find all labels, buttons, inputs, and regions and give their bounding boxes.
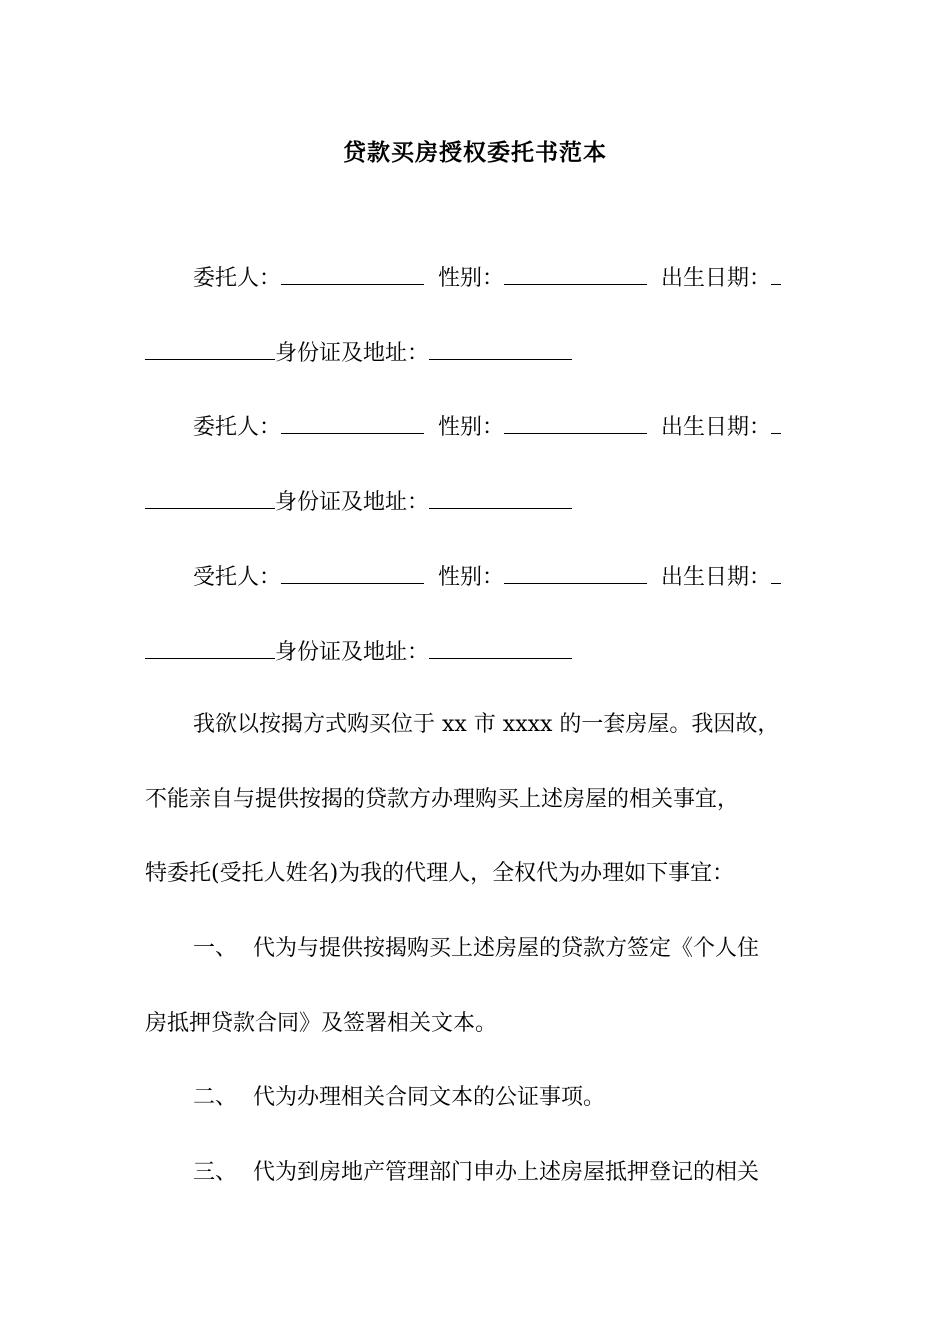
item-3-number: 三、 — [193, 1160, 238, 1185]
party-2-id-label: 身份证及地址： — [275, 490, 430, 515]
item-2-text: 代为办理相关合同文本的公证事项。 — [253, 1085, 606, 1110]
party-2-id-blank — [429, 486, 572, 509]
item-1-number: 一、 — [193, 936, 238, 961]
party-3-gender-blank — [504, 561, 647, 584]
body-line-2: 不能亲自与提供按揭的贷款方办理购买上述房屋的相关事宜， — [145, 787, 740, 812]
party-3-id-blank — [429, 636, 572, 659]
party-1-birth-label: 出生日期： — [661, 266, 772, 291]
party-1-birth-blank-cont — [145, 337, 275, 360]
party-1-birth-blank — [771, 262, 781, 285]
party-2-birth-label: 出生日期： — [661, 415, 772, 440]
body-line-3: 特委托(受托人姓名)为我的代理人，全权代为办理如下事宜： — [145, 861, 735, 886]
party-3-line-1 — [145, 561, 873, 593]
item-3-line-1 — [145, 1158, 873, 1188]
party-2-gender-label: 性别： — [438, 415, 505, 440]
party-1-name-blank — [281, 262, 424, 285]
item-1-text: 代为与提供按揭购买上述房屋的贷款方签定《个人住 — [253, 936, 760, 961]
party-1-id-label: 身份证及地址： — [275, 341, 430, 366]
document-title: 贷款买房授权委托书范本 — [343, 139, 607, 166]
party-3-birth-blank-cont — [145, 636, 275, 659]
party-3-name-blank — [281, 561, 424, 584]
party-1-line-1 — [145, 262, 873, 294]
party-2-name-blank — [281, 411, 424, 434]
item-2-line-1 — [145, 1083, 873, 1113]
party-1-id-blank — [429, 337, 572, 360]
body-line-1: 我欲以按揭方式购买位于 xx 市 xxxx 的一套房屋。我因故， — [193, 712, 780, 737]
party-3-gender-label: 性别： — [438, 565, 505, 590]
party-3-birth-label: 出生日期： — [661, 565, 772, 590]
item-1-line-1 — [145, 934, 873, 964]
party-2-gender-blank — [504, 411, 647, 434]
party-3-id-label: 身份证及地址： — [275, 640, 430, 665]
party-1-gender-label: 性别： — [438, 266, 505, 291]
item-1-line-2: 房抵押贷款合同》及签署相关文本。 — [145, 1011, 498, 1036]
party-3-birth-blank — [771, 561, 781, 584]
party-1-role-label: 委托人： — [193, 266, 282, 291]
item-3-text: 代为到房地产管理部门申办上述房屋抵押登记的相关 — [253, 1160, 760, 1185]
party-3-line-2 — [145, 636, 825, 668]
party-2-role-label: 委托人： — [193, 415, 282, 440]
party-2-line-2 — [145, 486, 825, 518]
party-1-gender-blank — [504, 262, 647, 285]
party-2-birth-blank — [771, 411, 781, 434]
party-2-line-1 — [145, 411, 873, 443]
party-2-birth-blank-cont — [145, 486, 275, 509]
item-2-number: 二、 — [193, 1085, 238, 1110]
party-3-role-label: 受托人： — [193, 565, 282, 590]
party-1-line-2 — [145, 337, 825, 369]
